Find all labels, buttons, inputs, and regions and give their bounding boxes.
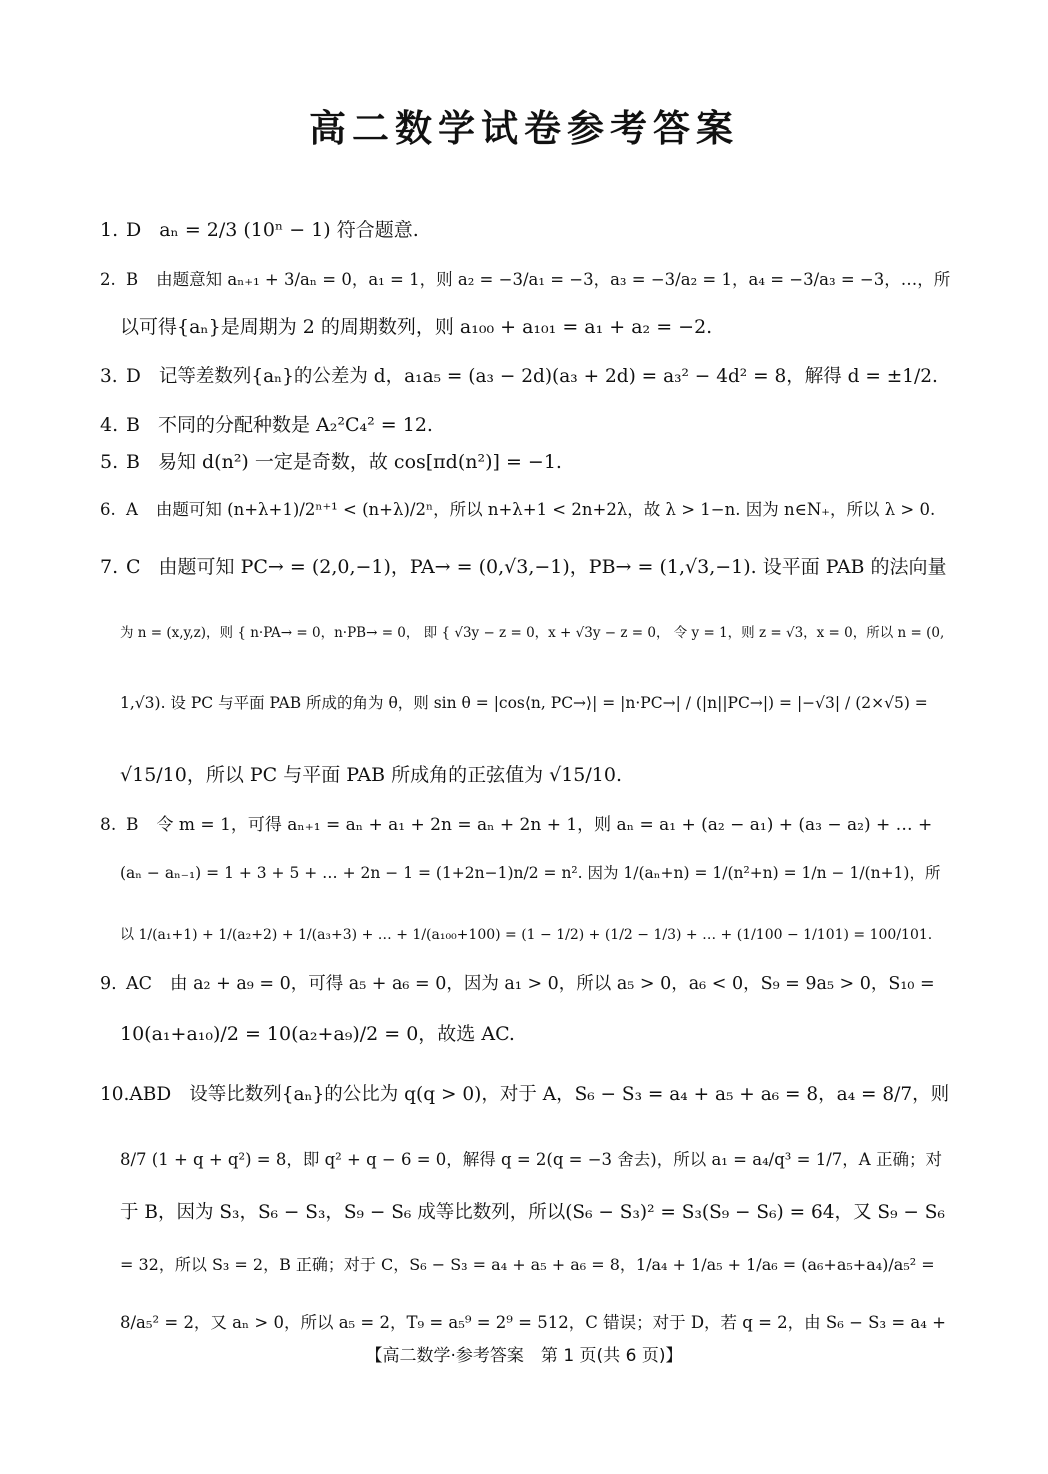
answer-line: 8/7 (1 + q + q²) = 8，即 q² + q − 6 = 0，解得 q = 2(q = −3 舍去)，所以 a₁ = a₄/q³ = 1/7，A 正确；对 (120, 1150, 942, 1169)
answer-line: 设等比数列{aₙ}的公比为 q(q > 0)，对于 A，S₆ − S₃ = a₄ + a₅ + a₆ = 8，a₄ = 8/7，则 (189, 1084, 950, 1105)
answer-line: 以 1/(a₁+1) + 1/(a₂+2) + 1/(a₃+3) + … + 1/(a₁₀₀+100) = (1 − 1/2) + (1/2 − 1/3) + … + (1/100 − 1/101) = 100/101. (120, 927, 933, 943)
answer-line: 1,√3). 设 PC 与平面 PAB 所成的角为 θ，则 sin θ = |cos⟨n, PC→⟩| = |n·PC→| / (|n||PC→|) = |−√3| / (2×√5) = (120, 694, 928, 712)
answer-line: 令 m = 1，可得 aₙ₊₁ = aₙ + a₁ + 2n = aₙ + 2n + 1，则 aₙ = a₁ + (a₂ − a₁) + (a₃ − a₂) + … + (156, 815, 933, 835)
answer-number: 3. (100, 366, 118, 387)
answer-number: 9. (100, 974, 117, 994)
answer-line: (aₙ − aₙ₋₁) = 1 + 3 + 5 + … + 2n − 1 = (1+2n−1)n/2 = n². 因为 1/(aₙ+n) = 1/(n²+n) = 1/n − 1/(n+1)，所 (120, 864, 941, 882)
answer-number: 2. (100, 270, 116, 289)
answer-8 (100, 810, 950, 840)
answer-5 (100, 447, 950, 477)
answer-number: 8. (100, 815, 117, 835)
answer-line: 由题意知 aₙ₊₁ + 3/aₙ = 0，a₁ = 1，则 a₂ = −3/a₁ = −3，a₃ = −3/a₂ = 1，a₄ = −3/a₃ = −3，…，所 (156, 270, 951, 289)
answer-choice: B (126, 270, 139, 289)
answer-line: 易知 d(n²) 一定是奇数，故 cos[πd(n²)] = −1. (157, 451, 562, 473)
answer-line: 由题可知 (n+λ+1)/2ⁿ⁺¹ < (n+λ)/2ⁿ，所以 n+λ+1 < 2n+2λ，故 λ > 1−n. 因为 n∈N₊，所以 λ > 0. (155, 500, 936, 519)
answer-choice: B (126, 451, 140, 473)
page-title: 高二数学试卷参考答案 (309, 107, 739, 150)
answer-choice: AC (126, 974, 153, 994)
answer-line: 由 a₂ + a₉ = 0，可得 a₅ + a₆ = 0，因为 a₁ > 0，所以 a₅ > 0，a₆ < 0，S₉ = 9a₅ > 0，S₁₀ = (170, 974, 935, 994)
answer-choice: B (126, 414, 140, 436)
answer-choice: ABD (129, 1084, 172, 1105)
answer-line: 以可得{aₙ}是周期为 2 的周期数列，则 a₁₀₀ + a₁₀₁ = a₁ + a₂ = −2. (120, 316, 713, 338)
answer-number: 4. (100, 414, 119, 436)
page-footer: 【高二数学·参考答案 第 1 页(共 6 页)】 (365, 1346, 683, 1366)
answer-choice: C (126, 556, 141, 578)
answer-line: 记等差数列{aₙ}的公差为 d，a₁a₅ = (a₃ − 2d)(a₃ + 2d) = a₃² − 4d² = 8，解得 d = ±1/2. (158, 366, 938, 387)
answer-line: 8/a₅² = 2，又 aₙ > 0，所以 a₅ = 2，T₉ = a₅⁹ = 2⁹ = 512，C 错误；对于 D，若 q = 2，由 S₆ − S₃ = a₄ + (120, 1313, 946, 1332)
answer-3 (100, 362, 950, 392)
answer-number: 1. (100, 219, 119, 241)
answer-number: 7. (100, 556, 119, 578)
answer-7 (100, 552, 950, 582)
answer-line: aₙ = 2/3 (10ⁿ − 1) 符合题意. (159, 219, 419, 241)
answer-4 (100, 410, 950, 440)
answer-1 (100, 215, 950, 245)
answer-line: 不同的分配种数是 A₂²C₄² = 12. (157, 414, 433, 436)
answer-line: 为 n = (x,y,z)，则 { n·PA→ = 0，n·PB→ = 0， 即 { √3y − z = 0，x + √3y − z = 0， 令 y = 1，则 z = √3，x = 0，所以 n = (0, (120, 625, 945, 641)
answer-line: = 32，所以 S₃ = 2，B 正确；对于 C，S₆ − S₃ = a₄ + a₅ + a₆ = 8，1/a₄ + 1/a₅ + 1/a₆ = (a₆+a₅+a₄)/a₅² = (120, 1255, 935, 1274)
answer-line: √15/10，所以 PC 与平面 PAB 所成角的正弦值为 √15/10. (120, 764, 623, 786)
answer-line: 于 B，因为 S₃，S₆ − S₃，S₉ − S₆ 成等比数列，所以(S₆ − S₃)² = S₃(S₉ − S₆) = 64，又 S₉ − S₆ (120, 1202, 945, 1223)
answer-number: 5. (100, 451, 119, 473)
answer-choice: B (126, 815, 139, 835)
answer-choice: D (126, 219, 142, 241)
answer-2 (100, 265, 950, 295)
answer-9 (100, 969, 950, 999)
answer-number: 10. (100, 1084, 130, 1105)
answer-6 (100, 495, 950, 525)
answer-line: 由题可知 PC→ = (2,0,−1)，PA→ = (0,√3,−1)，PB→ = (1,√3,−1). 设平面 PAB 的法向量 (158, 556, 947, 578)
answer-choice: A (126, 500, 138, 519)
answer-line: 10(a₁+a₁₀)/2 = 10(a₂+a₉)/2 = 0，故选 AC. (120, 1023, 515, 1045)
answer-choice: D (126, 366, 141, 387)
answer-10 (100, 1080, 950, 1110)
answer-number: 6. (100, 500, 116, 519)
